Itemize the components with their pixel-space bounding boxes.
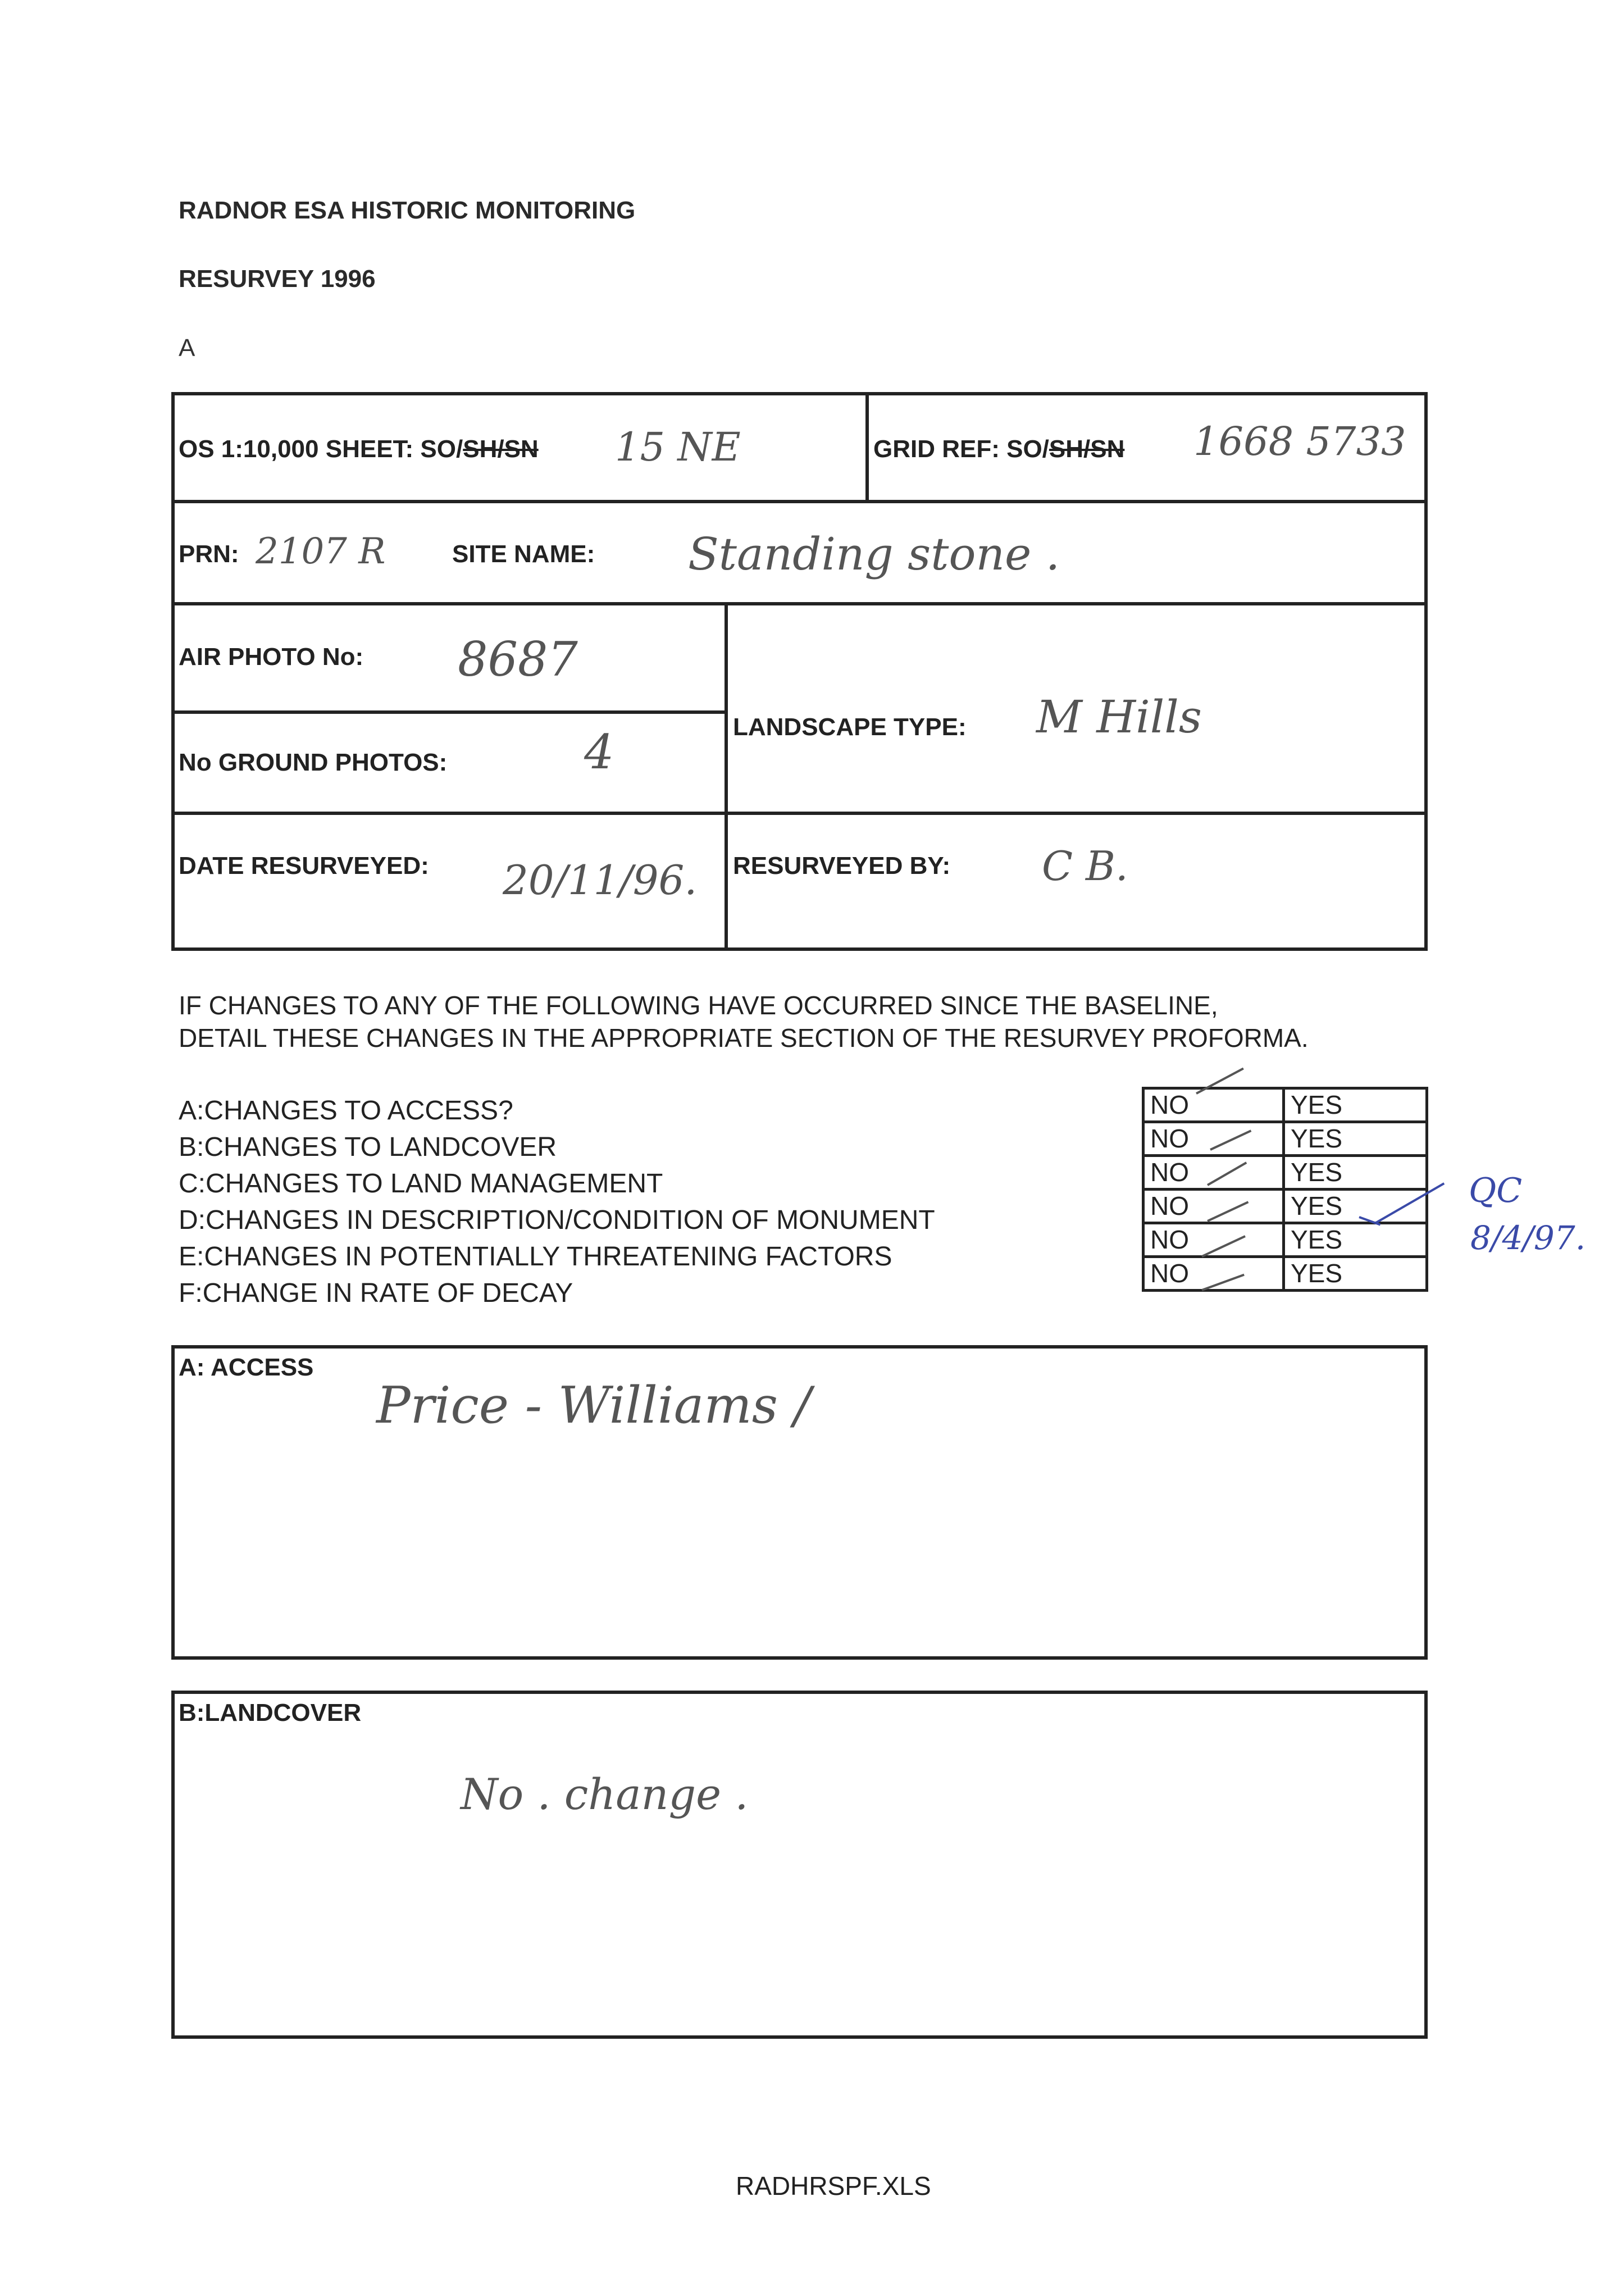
form-subtitle: RESURVEY 1996 bbox=[179, 265, 376, 293]
yes-cell[interactable]: YES bbox=[1284, 1088, 1427, 1122]
form-letter: A bbox=[179, 334, 195, 362]
air-photo-label: AIR PHOTO No: bbox=[179, 643, 364, 671]
yes-no-table bbox=[1142, 1087, 1428, 1292]
os-sheet-label: OS 1:10,000 SHEET: SO/SH/SN bbox=[179, 435, 539, 463]
yes-no-row bbox=[1143, 1088, 1427, 1122]
prn-label: PRN: bbox=[179, 540, 239, 568]
no-cell[interactable]: NO bbox=[1143, 1223, 1284, 1257]
access-section-value: Price - Williams / bbox=[376, 1376, 811, 1435]
yes-no-row bbox=[1143, 1223, 1427, 1257]
instructions-line-1: IF CHANGES TO ANY OF THE FOLLOWING HAVE OCCURRED SINCE THE BASELINE, bbox=[179, 991, 1218, 1020]
divider bbox=[865, 392, 869, 502]
question-landcover: B:CHANGES TO LANDCOVER bbox=[179, 1132, 557, 1162]
instructions-line-2: DETAIL THESE CHANGES IN THE APPROPRIATE SECTION OF THE RESURVEY PROFORMA. bbox=[179, 1023, 1309, 1053]
landcover-section-value: No . change . bbox=[461, 1769, 749, 1819]
site-name-label: SITE NAME: bbox=[452, 540, 595, 568]
divider bbox=[171, 710, 727, 714]
grid-ref-label: GRID REF: SO/SH/SN bbox=[873, 435, 1125, 463]
yes-no-row bbox=[1143, 1122, 1427, 1156]
change-questions-list bbox=[179, 1092, 935, 1311]
question-rate-of-decay: F:CHANGE IN RATE OF DECAY bbox=[179, 1278, 573, 1308]
divider bbox=[171, 500, 1428, 503]
yes-no-row bbox=[1143, 1156, 1427, 1190]
yes-cell[interactable]: YES bbox=[1284, 1190, 1427, 1223]
no-cell[interactable]: NO bbox=[1143, 1190, 1284, 1223]
prn-value: 2107 R bbox=[256, 531, 386, 572]
resurveyed-by-value: C B. bbox=[1042, 842, 1128, 890]
question-threatening-factors: E:CHANGES IN POTENTIALLY THREATENING FACTORS bbox=[179, 1242, 892, 1272]
landscape-type-value: M Hills bbox=[1036, 691, 1202, 743]
no-cell[interactable]: NO bbox=[1143, 1156, 1284, 1190]
yes-cell[interactable]: YES bbox=[1284, 1156, 1427, 1190]
no-cell[interactable]: NO bbox=[1143, 1122, 1284, 1156]
no-cell[interactable]: NO bbox=[1143, 1257, 1284, 1291]
landcover-section-box bbox=[171, 1691, 1428, 2039]
date-resurveyed-value: 20/11/96. bbox=[503, 857, 698, 904]
access-section-label: A: ACCESS bbox=[179, 1354, 314, 1381]
qc-note-date: 8/4/97. bbox=[1470, 1219, 1586, 1257]
footer-filename: RADHRSPF.XLS bbox=[736, 2171, 931, 2201]
form-title: RADNOR ESA HISTORIC MONITORING bbox=[179, 197, 636, 224]
yes-no-row bbox=[1143, 1257, 1427, 1291]
yes-cell[interactable]: YES bbox=[1284, 1223, 1427, 1257]
grid-ref-value: 1668 5733 bbox=[1193, 418, 1406, 464]
resurveyed-by-label: RESURVEYED BY: bbox=[733, 852, 951, 880]
date-resurveyed-label: DATE RESURVEYED: bbox=[179, 852, 429, 880]
yes-cell[interactable]: YES bbox=[1284, 1122, 1427, 1156]
question-land-management: C:CHANGES TO LAND MANAGEMENT bbox=[179, 1169, 663, 1199]
site-name-value: Standing stone . bbox=[688, 528, 1060, 580]
ground-photos-value: 4 bbox=[584, 725, 614, 780]
divider bbox=[725, 602, 728, 950]
no-cell[interactable]: NO bbox=[1143, 1088, 1284, 1122]
question-access: A:CHANGES TO ACCESS? bbox=[179, 1096, 513, 1126]
ground-photos-label: No GROUND PHOTOS: bbox=[179, 749, 448, 776]
landcover-section-label: B:LANDCOVER bbox=[179, 1699, 362, 1726]
qc-note-label: QC bbox=[1469, 1171, 1523, 1210]
landscape-type-label: LANDSCAPE TYPE: bbox=[733, 713, 967, 741]
divider bbox=[171, 812, 1428, 815]
os-sheet-value: 15 NE bbox=[615, 424, 741, 470]
question-monument-condition: D:CHANGES IN DESCRIPTION/CONDITION OF MONUMENT bbox=[179, 1205, 935, 1235]
air-photo-value: 8687 bbox=[458, 632, 578, 687]
divider bbox=[171, 602, 1428, 605]
yes-cell[interactable]: YES bbox=[1284, 1257, 1427, 1291]
